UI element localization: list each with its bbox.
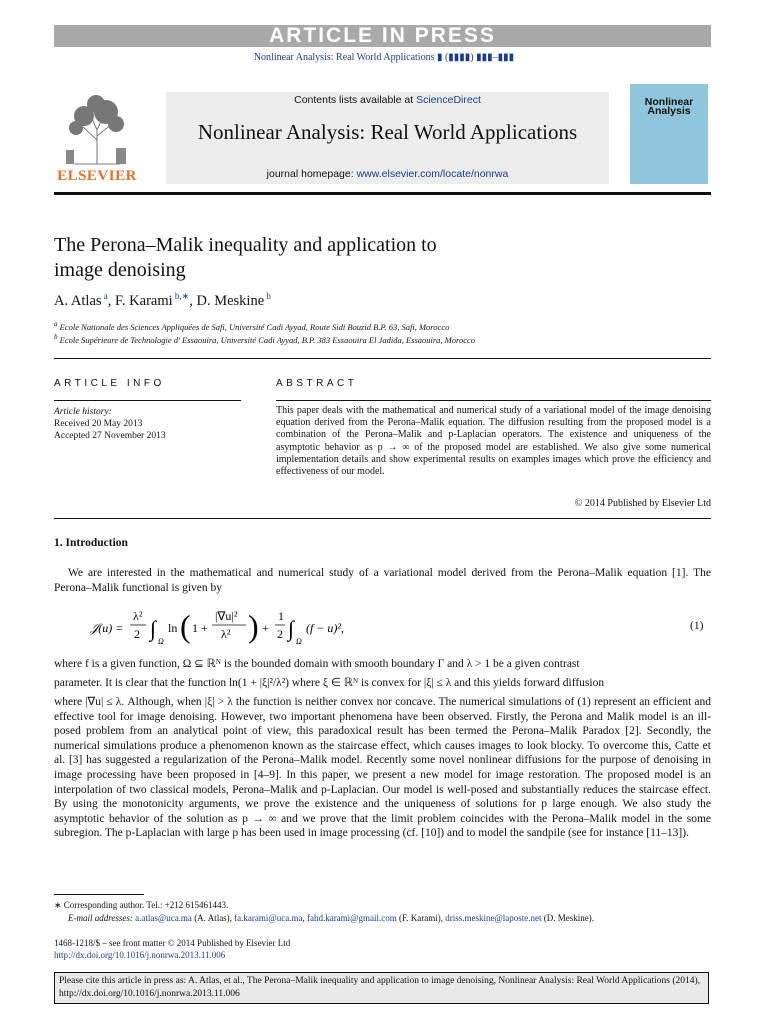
elsevier-tree-icon	[54, 90, 140, 168]
affil-text: Ecole Nationale des Sciences Appliquées de Safi, Université Cadi Ayyad, Route Sidi Bouzid B.P. 63, Safi, Morocco	[57, 321, 450, 332]
citation-box: Please cite this article in press as: A. Atlas, et al., The Perona–Malik inequality and application to image denoising, Nonlinear Analysis: Real World Applications (2014), http://dx.doi.org/10.1016/j.nonrwa.2013.11.006	[54, 972, 709, 1004]
accepted-date: Accepted 27 November 2013	[54, 431, 166, 441]
eq-half-num: 1	[278, 609, 284, 623]
divider	[54, 400, 241, 401]
eq-one-plus: 1 +	[192, 621, 208, 635]
copyright-line: © 2014 Published by Elsevier Ltd	[574, 498, 711, 509]
section-heading-introduction: 1. Introduction	[54, 537, 128, 549]
eq-domain: Ω	[158, 637, 164, 646]
perona-malik-functional-equation	[90, 602, 410, 652]
footnote-rule	[54, 894, 144, 895]
elsevier-tree-logo	[54, 90, 140, 186]
cover-title: Nonlinear Analysis	[644, 96, 694, 117]
eq-frac-den: 2	[134, 627, 140, 641]
abstract-heading: ABSTRACT	[276, 378, 358, 389]
homepage-prefix: journal homepage:	[266, 168, 357, 180]
journal-reference[interactable]: Nonlinear Analysis: Real World Applications ▮ (▮▮▮▮) ▮▮▮–▮▮▮	[253, 52, 515, 63]
affiliation-a	[54, 320, 449, 332]
eq-paren-right: )	[248, 608, 259, 644]
history-label: Article history:	[54, 407, 112, 417]
contents-prefix: Contents lists available at	[294, 94, 417, 106]
intro-paragraph-2-body: where |∇u| ≤ λ. Although, when |ξ| > λ the function is neither convex nor concave. The numerical simulations of (1) represent an efficient and effective tool for image denoising. However, two important phenomena have been observed. Firstly, the Perona and Malik model is an ill-posed problem from an analytical point of view, this paradoxical result has been termed the Perona–Malik Paradox [2]. Secondly, the numerical simulations produce a phenomenon known as the staircase effect, which causes images to look blocky. To overcome this, Catte et al. [3] has suggested a regularization of the Perona–Malik model. Recently some novel nonlinear diffusions for the purpose of denoising in image processing have been proposed in [4–9]. In this paper, we present a new model for image restoration. The proposed model is an interpolation of two classical models, Perona–Malik and p-Laplacian. Our model is well-posed and substantially reduces the staircase effect. By using the monotonicity arguments, we prove the existence and the uniqueness of solutions for p large enough. We also study the asymptotic behavior of the solution as p → ∞ and we prove that the limit problem coincides with the Perona–Malik model in the some subregion. The p-Laplacian with large p has been used in image processing (cf. [10]) and to model the sandpile (see for instance [11–13]).	[54, 696, 711, 840]
received-date: Received 20 May 2013	[54, 419, 143, 429]
homepage-link[interactable]: www.elsevier.com/locate/nonrwa	[356, 168, 509, 180]
eq-fidelity: (f − u)²,	[306, 621, 345, 635]
affil-mark: b	[54, 333, 58, 341]
journal-title: Nonlinear Analysis: Real World Applications	[197, 120, 578, 144]
author-name: , F. Karami	[107, 292, 173, 309]
contents-line	[166, 94, 609, 106]
eq-frac-num: λ²	[133, 609, 143, 623]
eq-plus: +	[262, 621, 269, 635]
intro-paragraph-2-line-2: parameter. It is clear that the function ln(1 + |ξ|²/λ²) where ξ ∈ ℝᴺ is convex for |ξ| ≤ λ and this yields forward diffusion	[54, 677, 605, 689]
email-link-meskine[interactable]: driss.meskine@laposte.net	[445, 913, 542, 923]
affil-mark: a	[54, 320, 58, 328]
email-sep: ,	[302, 913, 307, 923]
eq-grad-den: λ²	[221, 627, 231, 641]
affil-text: Ecole Supérieure de Technologie d' Essaouira, Université Cadi Ayyad, B.P. 383 Essaouira El Jadida, Essaouira, Morocco	[57, 334, 476, 345]
email-who: (F. Karami),	[396, 913, 446, 923]
email-link-atlas[interactable]: a.atlas@uca.ma	[135, 913, 192, 923]
email-link-karami-uca[interactable]: fa.karami@uca.ma	[234, 913, 303, 923]
abstract-text: This paper deals with the mathematical and numerical study of a variational model of the image denoising equation derived from the Perona–Malik equation. The diffusion resulting from the proposed model is a combination of the Perona–Malik and p-Laplacian operators. The existence and uniqueness of the asymptotic behavior as p → ∞ of the proposed model are established. We also give some numerical implementation details and show experimental results on examples images which prove the efficiency and effectiveness of our model.	[276, 405, 711, 478]
author-name: A. Atlas	[54, 292, 102, 309]
title-line-1: The Perona–Malik inequality and application to	[54, 234, 437, 256]
author-affil-link[interactable]: b	[264, 291, 271, 301]
article-history	[54, 406, 166, 442]
email-addresses	[54, 912, 594, 925]
affiliation-b	[54, 333, 475, 345]
masthead	[54, 90, 711, 195]
eq-grad-num: |∇u|²	[215, 609, 238, 623]
intro-paragraph-2-line-1: where f is a given function, Ω ⊆ ℝᴺ is the bounded domain with smooth boundary Γ and λ > 1 be a given contrast	[54, 658, 580, 670]
eq-integral-2: ∫	[288, 616, 295, 641]
article-info-heading: ARTICLE INFO	[54, 378, 165, 389]
corresponding-author: ∗ Corresponding author. Tel.: +212 615461443.	[54, 900, 229, 910]
doi-link[interactable]: http://dx.doi.org/10.1016/j.nonrwa.2013.11.006	[54, 950, 226, 960]
issn-line: 1468-1218/$ – see front matter © 2014 Published by Elsevier Ltd	[54, 938, 291, 948]
email-who: (D. Meskine).	[541, 913, 595, 923]
intro-paragraph-1: We are interested in the mathematical and numerical study of a variational model derived from the Perona–Malik equation [1]. The Perona–Malik functional is given by	[54, 567, 711, 594]
email-label: E-mail addresses:	[68, 913, 136, 923]
eq-integral: ∫	[150, 616, 157, 641]
eq-paren-left: (	[180, 608, 191, 644]
homepage-line	[166, 168, 609, 180]
author-affil-link[interactable]: a	[101, 291, 108, 301]
author-list	[54, 291, 271, 310]
divider	[54, 518, 711, 519]
author-name: , D. Meskine	[189, 292, 265, 309]
front-matter	[54, 937, 290, 961]
footnotes	[54, 899, 594, 925]
sciencedirect-link[interactable]: ScienceDirect	[416, 94, 481, 106]
email-link-karami-gmail[interactable]: fahd.karami@gmail.com	[306, 913, 397, 923]
eq-domain-2: Ω	[296, 637, 302, 646]
eq-half-den: 2	[277, 627, 283, 641]
divider	[276, 400, 711, 401]
divider	[54, 358, 711, 359]
email-who: (A. Atlas),	[191, 913, 235, 923]
eq-lhs: 𝒥(u) =	[90, 621, 124, 635]
publisher-wordmark: ELSEVIER	[57, 168, 137, 184]
author-affil-link[interactable]: b,∗	[172, 291, 190, 301]
journal-cover-thumbnail	[630, 84, 708, 184]
title-line-2: image denoising	[54, 259, 186, 281]
eq-ln: ln	[168, 621, 178, 635]
equation-number[interactable]: (1)	[690, 620, 704, 632]
article-title	[54, 233, 574, 283]
journal-info-box	[166, 92, 609, 184]
article-in-press-banner: ARTICLE IN PRESS	[54, 25, 711, 47]
